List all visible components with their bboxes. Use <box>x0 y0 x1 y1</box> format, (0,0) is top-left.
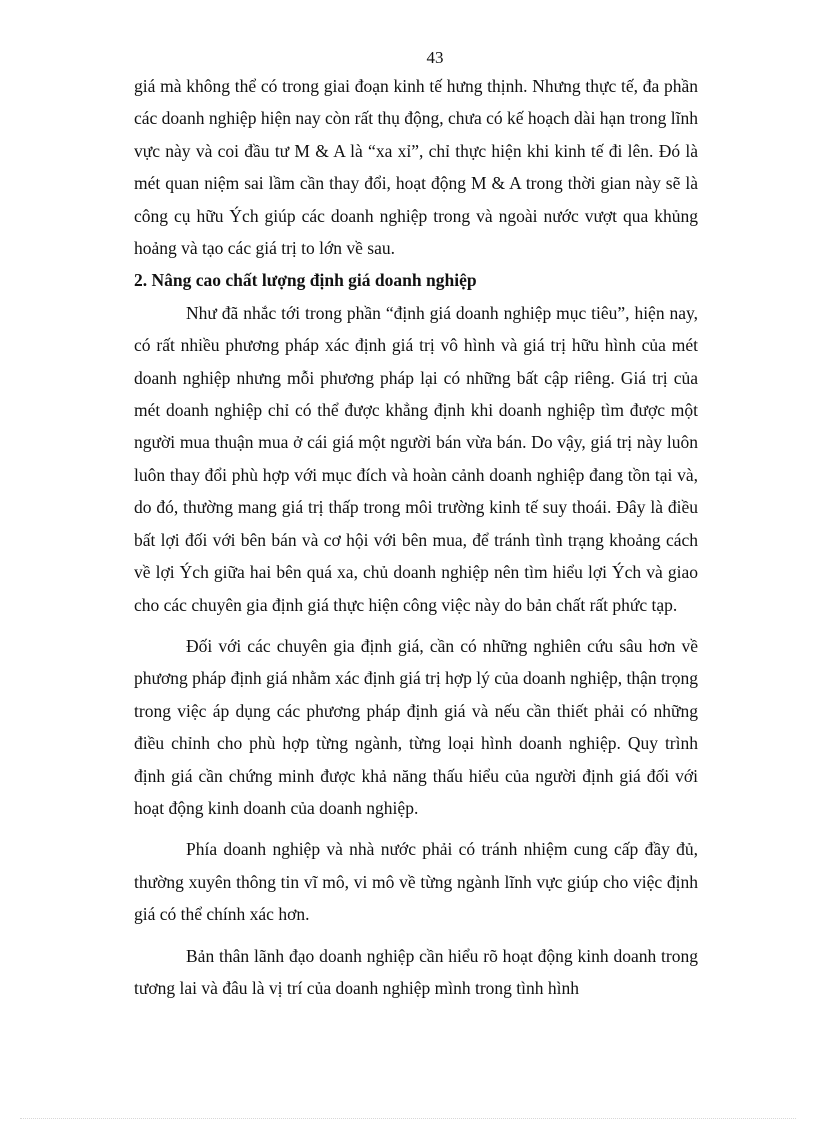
paragraph-continuation: giá mà không thể có trong giai đoạn kinh tế hưng thịnh. Nhưng thực tế, đa phần các doanh nghiệp hiện nay còn rất thụ động, chưa có kế hoạch dài hạn trong lĩnh vực này và coi đầu tư M & A là “xa xỉ”, chỉ thực hiện khi kinh tế đi lên. Đó là mét quan niệm sai lầm cần thay đổi, hoạt động M & A trong thời gian này sẽ là công cụ hữu Ých giúp các doanh nghiệp trong và ngoài nước vượt qua khủng hoảng và tạo các giá trị to lớn về sau. <box>134 76 698 259</box>
paragraph-valuation-experts: Đối với các chuyên gia định giá, cần có những nghiên cứu sâu hơn về phương pháp định giá nhằm xác định giá trị hợp lý của doanh nghiệp, thận trọng trong việc áp dụng các phương pháp định giá và nếu cần thiết phải có những điều chỉnh cho phù hợp từng ngành, từng loại hình doanh nghiệp. Quy trình định giá cần chứng minh được khả năng thấu hiểu của người định giá đối với hoạt động kinh doanh của doanh nghiệp. <box>134 635 698 818</box>
page-bottom-rule <box>20 1118 796 1119</box>
paragraph-leadership: Bản thân lãnh đạo doanh nghiệp cần hiểu rõ hoạt động kinh doanh trong tương lai và đâu là vị trí của doanh nghiệp mình trong tình hình <box>134 945 698 998</box>
page-body <box>134 70 698 1004</box>
page-number: 43 <box>426 48 444 67</box>
paragraph-information-responsibility: Phía doanh nghiệp và nhà nước phải có tránh nhiệm cung cấp đầy đủ, thường xuyên thông tin vĩ mô, vi mô về từng ngành lĩnh vực giúp cho việc định giá có thể chính xác hơn. <box>134 839 698 925</box>
section-heading: 2. Nâng cao chất lượng định giá doanh nghiệp <box>134 270 477 291</box>
paragraph-valuation-methods: Như đã nhắc tới trong phần “định giá doanh nghiệp mục tiêu”, hiện nay, có rất nhiều phương pháp xác định giá trị vô hình và giá trị hữu hình của mét doanh nghiệp nhưng mỗi phương pháp lại có những bất cập riêng. Giá trị của mét doanh nghiệp chỉ có thể được khẳng định khi doanh nghiệp tìm được một người mua thuận mua ở cái giá một người bán vừa bán. Do vậy, giá trị này luôn luôn thay đổi phù hợp với mục đích và hoàn cảnh doanh nghiệp đang tồn tại và, do đó, thường mang giá trị thấp trong môi trường kinh tế suy thoái. Đây là điều bất lợi đối với bên bán và cơ hội với bên mua, để tránh tình trạng khoảng cách về lợi Ých giữa hai bên quá xa, chủ doanh nghiệp nên tìm hiểu lợi Ých và giao cho các chuyên gia định giá thực hiện công việc này do bản chất rất phức tạp. <box>134 302 698 615</box>
